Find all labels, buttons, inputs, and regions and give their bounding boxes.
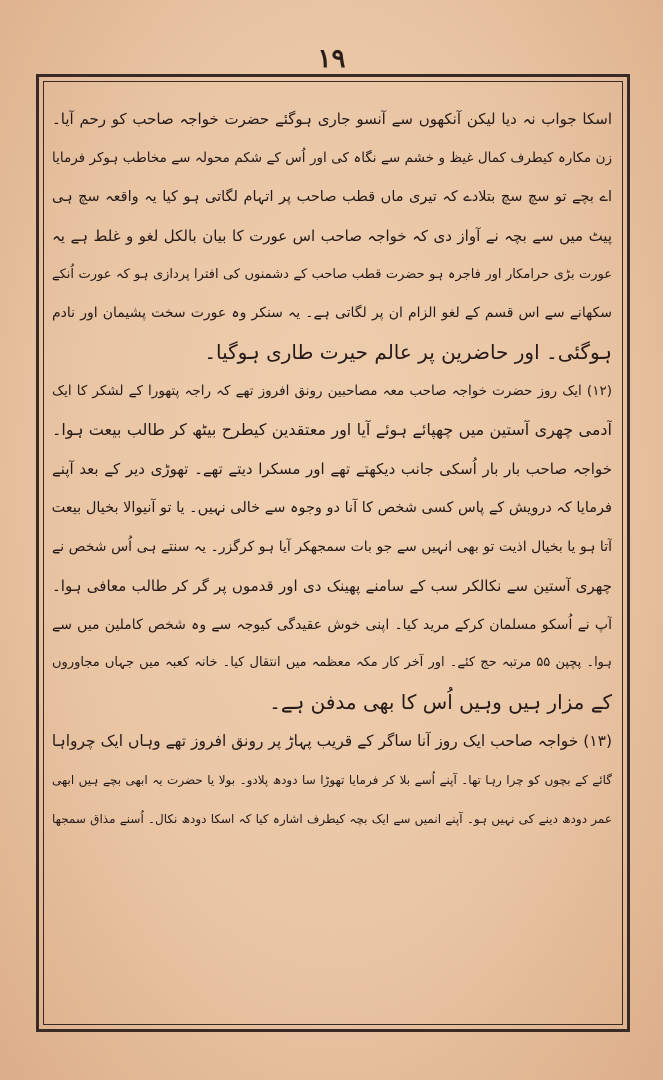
text-line-17: (۱۳) خواجہ صاحب ایک روز آنا ساگر کے قریب پہاڑ پر رونق افروز تھے وہاں ایک چرواہا <box>52 732 612 751</box>
text-line-8: (۱۲) ایک روز حضرت خواجہ صاحب معہ مصاحبین رونق افروز تھے کہ راجہ پتھورا کے لشکر کا ایک <box>52 383 612 400</box>
text-line-9: آدمی چھری آستین میں چھپائے ہوئے آیا اور معتقدین کیطرح بیٹھ کر طالب بیعت ہوا۔ <box>52 420 612 440</box>
urdu-text-block <box>52 100 612 1020</box>
text-line-7: ہوگئی۔ اور حاضرین پر عالم حیرت طاری ہوگیا۔ <box>204 340 612 365</box>
text-line-19: عمر دودھ دینے کی نہیں ہو۔ آپنے انمیں سے ایک بچہ کیطرف اشارہ کیا کہ اسکا دودھ نکال۔ اُسنے مذاق سمجھا <box>52 812 612 827</box>
text-line-11: فرمایا کہ درویش کے پاس کسی شخص کا آنا دو وجوہ سے خالی نہیں۔ یا تو آنیوالا بخیال بیعت <box>52 499 612 516</box>
text-line-2: زن مکارہ کیطرف کمال غیظ و خشم سے نگاہ کی اور اُس کے شکم محولہ سے مخاطب ہوکر فرمایا <box>52 149 612 166</box>
text-line-4: پیٹ میں سے بچہ نے آواز دی کہ خواجہ صاحب اس عورت کا بیان بالکل لغو و غلط ہے یہ <box>52 226 612 245</box>
text-line-6: سکھانے سے اس قسم کے لغو الزام ان پر لگاتی ہے۔ یہ سنکر وہ عورت سخت پشیمان اور نادم <box>52 305 612 322</box>
text-line-14: آپ نے اُسکو مسلمان کرکے مرید کیا۔ اپنی خوش عقیدگی کیوجہ سے وہ شخص کاملین میں سے <box>52 616 612 633</box>
text-line-18: گائے کے بچوں کو چرا رہا تھا۔ آپنے اُسے بلا کر فرمایا تھوڑا سا دودھ پلادو۔ بولا یا حضرت یہ ابھی بچے ہیں ابھی <box>52 773 612 788</box>
text-line-15: ہوا۔ پچپن ۵۵ مرتبہ حج کئے۔ اور آخر کار مکہ معظمہ میں انتقال کیا۔ خانہ کعبہ میں جہاں مجاوروں <box>52 655 612 671</box>
text-line-13: چھری آستین سے نکالکر سب کے سامنے پھینک دی اور قدموں پر گر کر طالب معافی ہوا۔ <box>52 576 612 595</box>
text-line-1: اسکا جواب نہ دیا لیکن آنکھوں سے آنسو جاری ہوگئے حضرت خواجہ صاحب کو رحم آیا۔ <box>52 110 612 128</box>
text-line-16: کے مزار ہیں وہیں اُس کا بھی مدفن ہے۔ <box>269 690 612 715</box>
text-line-12: آتا ہو یا بخیال اذیت تو بھی انہیں سے جو بات سمجھکر آیا ہو کرگزر۔ یہ سنتے ہی اُس شخص نے <box>52 538 612 555</box>
text-line-3: اے بچے تو سچ سچ بتلادے کہ تیری ماں قطب صاحب پر اتہام لگاتی ہو کیا یہ واقعہ سچ ہی <box>52 188 612 205</box>
text-line-5: عورت بڑی حرامکار اور فاجرہ ہو حضرت قطب صاحب کے دشمنوں کی افترا پردازی ہو کہ عورت اُنکے <box>52 266 612 282</box>
text-line-10: خواجہ صاحب بار بار اُسکی جانب دیکھتے تھے اور مسکرا دیتے تھے۔ تھوڑی دیر کے بعد آپنے <box>52 460 612 479</box>
page-number: ۱۹ <box>317 44 346 74</box>
